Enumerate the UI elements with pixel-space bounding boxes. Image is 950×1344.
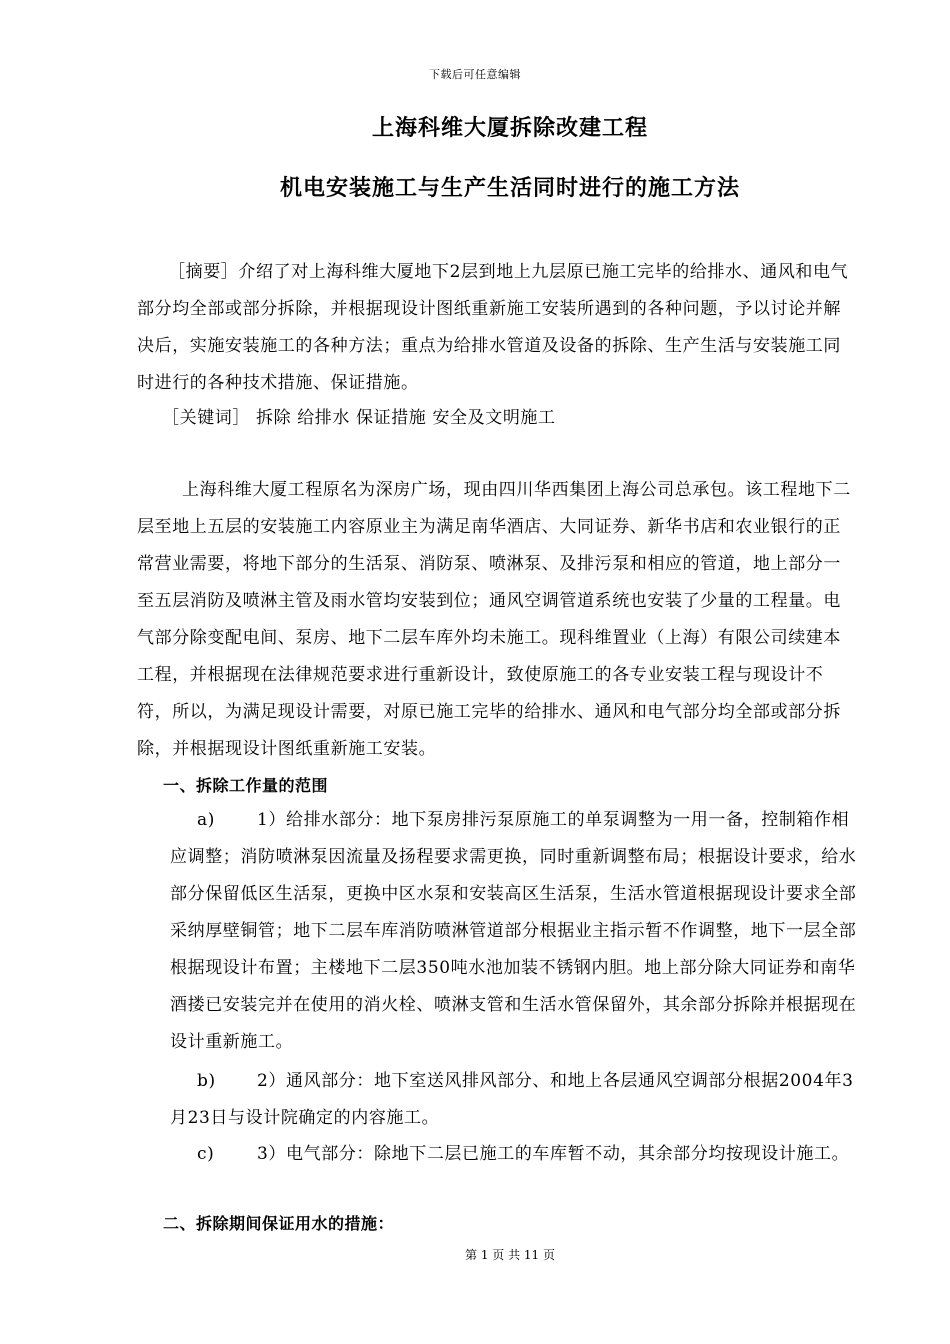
list-marker: b) bbox=[197, 1071, 216, 1091]
intro-paragraph: 上海科维大厦工程原名为深房广场，现由四川华西集团上海公司总承包。该工程地下二层至地上五层的安装施工内容原业主为满足南华酒店、大同证券、新华书店和农业银行的正常营业需要，将地下部分的生活泵、消防泵、喷淋泵、及排污泵和相应的管道，地上部分一至五层消防及喷淋主管及雨水管均安装到位；通风空调管道系统也安装了少量的工程量。电气部分除变配电间、泵房、地下二层车库外均未施工。现科维置业（上海）有限公司续建本工程，并根据现在法律规范要求进行重新设计，致使原施工的各专业安装工程与现设计不符，所以，为满足现设计需要，对原已施工完毕的给排水、通风和电气部分均全部或部分拆除，并根据现设计图纸重新施工安装。 bbox=[137, 480, 851, 759]
list-item-text: 给排水部分：地下泵房排污泵原施工的单泵调整为一用一备，控制箱作相应调整；消防喷淋泵因流量及扬程要求需更换，同时重新调整布局；根据设计要求，给水部分保留低区生活泵，更换中区水泵和安装高区生活泵，生活水管道根据现设计要求全部采纳厚壁铜管；地下二层车库消防喷淋管道部分根据业主指示暂不作调整，地下一层全部根据现设计布置；主楼地下二层350吨水池加装不锈钢内胆。地上部分除大同证券和南华酒搂已安装完并在使用的消火栓、喷淋支管和生活水管保留外，其余部分拆除并根据现在设计重新施工。 bbox=[170, 810, 857, 1052]
document-title-line1: 上海科维大厦拆除改建工程 bbox=[371, 116, 648, 141]
list-marker: c) bbox=[197, 1144, 215, 1164]
header-note: 下载后可任意编辑 bbox=[429, 68, 521, 81]
list-item bbox=[170, 1136, 860, 1173]
list-marker: a) bbox=[197, 810, 215, 830]
keywords-text: 拆除 给排水 保证措施 安全及文明施工 bbox=[250, 408, 556, 428]
list-item bbox=[170, 802, 860, 1061]
list-item bbox=[170, 1063, 860, 1137]
list-item-text: 通风部分：地下室送风排风部分、和地上各层通风空调部分根据2004年3月23日与设计院确定的内容施工。 bbox=[170, 1071, 854, 1128]
abstract-text: 介绍了对上海科维大厦地下2层到地上九层原已施工完毕的给排水、通风和电气部分均全部或部分拆除，并根据现设计图纸重新施工安装所遇到的各种问题，予以讨论并解决后，实施安装施工的各种方法；重点为给排水管道及设备的拆除、生产生活与安装施工同时进行的各种技术措施、保证措施。 bbox=[137, 262, 849, 393]
list-number: 3） bbox=[257, 1144, 287, 1164]
section-heading-2: 二、拆除期间保证用水的措施： bbox=[163, 1214, 395, 1233]
abstract-paragraph bbox=[137, 254, 857, 402]
keywords-label: ［关键词］ bbox=[162, 408, 250, 428]
page-footer: 第 1 页 共 11 页 bbox=[465, 1248, 555, 1262]
list-number: 2） bbox=[257, 1071, 287, 1091]
keywords-paragraph bbox=[137, 400, 857, 437]
list-number: 1） bbox=[257, 810, 287, 830]
section-heading-1: 一、拆除工作量的范围 bbox=[163, 776, 329, 795]
abstract-label: ［摘要］ bbox=[168, 262, 239, 282]
list-item-text: 电气部分：除地下二层已施工的车库暂不动，其余部分均按现设计施工。 bbox=[286, 1144, 850, 1164]
document-title-line2: 机电安装施工与生产生活同时进行的施工方法 bbox=[279, 176, 740, 201]
